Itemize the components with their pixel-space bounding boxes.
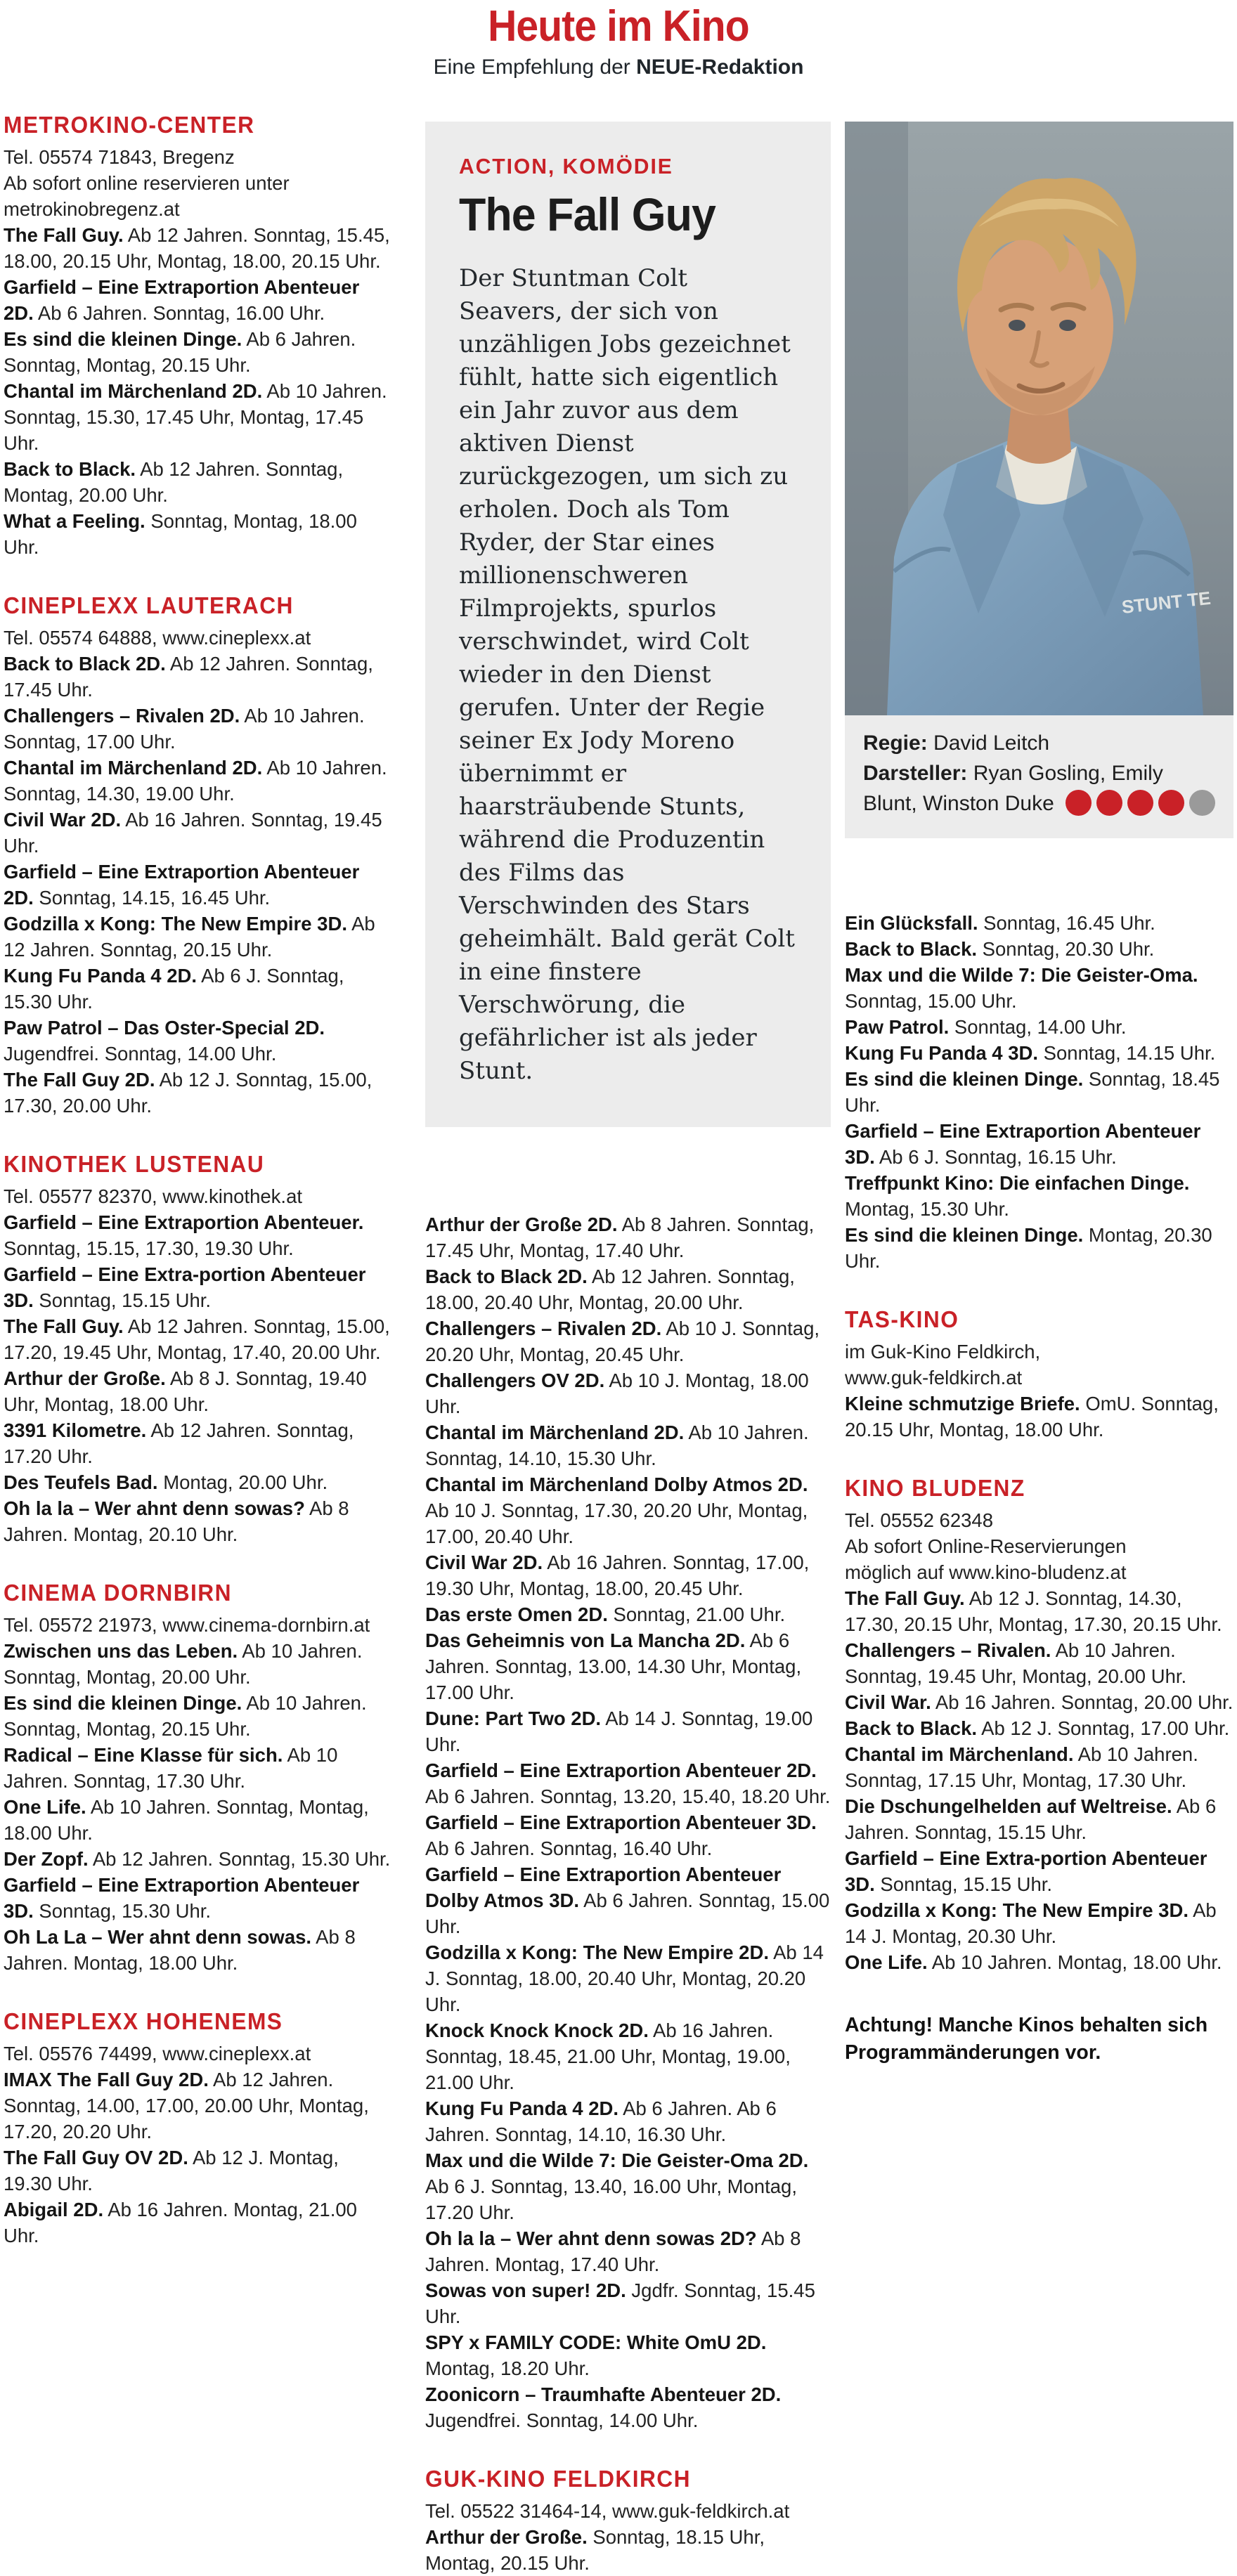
- film-showtimes: Sonntag, 14.15, 16.45 Uhr.: [33, 887, 271, 909]
- film-entry: [425, 1809, 831, 1861]
- venue-name: KINOTHEK LUSTENAU: [4, 1151, 265, 1177]
- film-showtimes: Ab 16 Jahren. Montag, 21.00 Uhr.: [4, 2199, 357, 2246]
- film-title: Oh la la – Wer ahnt denn sowas?: [4, 1497, 305, 1519]
- film-showtimes: Ab 10 Jahren. Montag, 18.00 Uhr.: [927, 1951, 1222, 1973]
- photo-caption-box: [845, 715, 1233, 838]
- venue-info-line: Tel. 05576 74499, www.cineplexx.at: [4, 2043, 311, 2064]
- middle-listings: [425, 1211, 831, 2576]
- film-title: The Fall Guy 2D.: [4, 1069, 155, 1091]
- film-entry: [4, 963, 391, 1015]
- film-showtimes: Ab 6 Jahren. Sonntag, 16.00 Uhr.: [33, 302, 325, 324]
- film-title: Back to Black 2D.: [425, 1266, 588, 1287]
- film-title: Zoonicorn – Traumhafte Abenteuer 2D.: [425, 2383, 782, 2405]
- film-entry: [4, 326, 391, 378]
- venue-name: CINEPLEXX LAUTERACH: [4, 592, 294, 618]
- film-entry: [845, 1170, 1233, 1222]
- film-title: Kung Fu Panda 4 2D.: [4, 965, 197, 987]
- film-entry: [425, 2225, 831, 2277]
- film-showtimes: Sonntag, 20.30 Uhr.: [977, 938, 1155, 960]
- film-title: Chantal im Märchenland Dolby Atmos 2D.: [425, 1474, 808, 1495]
- venue-info-line: Tel. 05574 64888, www.cineplexx.at: [4, 627, 311, 649]
- film-showtimes: Ab 10 Jahren. Sonntag, 19.45 Uhr, Montag, 20.00 Uhr.: [845, 1639, 1187, 1687]
- film-showtimes: Sonntag, 18.45 Uhr.: [845, 1068, 1220, 1116]
- film-title: Chantal im Märchenland 2D.: [4, 380, 263, 402]
- film-title: Sowas von super! 2D.: [425, 2279, 626, 2301]
- column-middle: [425, 98, 831, 2576]
- film-showtimes: Ab 10 Jahren. Sonntag, 17.00 Uhr.: [4, 705, 365, 753]
- film-entry: [425, 1315, 831, 1367]
- film-entry: [4, 2145, 391, 2197]
- film-entry: [4, 1313, 391, 1365]
- film-title: Back to Black.: [845, 938, 978, 960]
- film-entry: [845, 1793, 1233, 1845]
- film-entry: [425, 2147, 831, 2225]
- film-entry: [4, 222, 391, 274]
- film-entry: [4, 1924, 391, 1976]
- film-title: Godzilla x Kong: The New Empire 3D.: [845, 1899, 1189, 1921]
- film-title: One Life.: [845, 1951, 928, 1973]
- film-entry: [4, 755, 391, 807]
- film-title: Challengers – Rivalen 2D.: [4, 705, 240, 727]
- page-subtitle: [0, 56, 1237, 79]
- film-entry: [845, 1897, 1233, 1949]
- venue-section: [4, 112, 391, 560]
- film-title: Garfield – Eine Extra-portion Abenteuer 3D.: [4, 1263, 366, 1311]
- film-entry: [4, 1365, 391, 1417]
- venue-name: CINEMA DORNBIRN: [4, 1580, 232, 1606]
- eye-right: [1059, 320, 1076, 331]
- film-title: Arthur der Große 2D.: [425, 1214, 618, 1235]
- movie-still-photo: [845, 122, 1233, 715]
- film-title: Die Dschungelhelden auf Weltreise.: [845, 1795, 1172, 1817]
- eye-left: [1009, 320, 1025, 331]
- venue-info-line: Ab sofort Online-Reservierungen: [845, 1535, 1127, 1557]
- film-showtimes: Sonntag, 15.30 Uhr.: [33, 1900, 212, 1922]
- film-showtimes: Ab 6 Jahren. Sonntag, 13.00, 14.30 Uhr, Montag, 17.00 Uhr.: [425, 1629, 802, 1703]
- film-entry: [4, 703, 391, 755]
- film-showtimes: Sonntag, 16.45 Uhr.: [978, 912, 1155, 934]
- film-showtimes: Ab 12 Jahren. Sonntag, 20.15 Uhr.: [4, 913, 375, 961]
- film-entry: [4, 2067, 391, 2145]
- film-entry: [425, 1211, 831, 1263]
- film-entry: [845, 1715, 1233, 1741]
- film-showtimes: Sonntag, 15.15 Uhr.: [33, 1289, 212, 1311]
- film-showtimes: Jgdfr. Sonntag, 15.45 Uhr.: [425, 2279, 815, 2327]
- film-title: The Fall Guy OV 2D.: [4, 2147, 188, 2168]
- film-entry: [845, 1689, 1233, 1715]
- film-showtimes: Ab 8 Jahren. Montag, 18.00 Uhr.: [4, 1926, 356, 1974]
- film-entry: [425, 2277, 831, 2329]
- film-title: Back to Black.: [4, 458, 136, 480]
- film-entry: [845, 1040, 1233, 1066]
- film-showtimes: Ab 8 Jahren. Montag, 20.10 Uhr.: [4, 1497, 349, 1545]
- film-title: Challengers OV 2D.: [425, 1370, 605, 1391]
- film-showtimes: Ab 12 Jahren. Sonntag, 17.45 Uhr.: [4, 653, 373, 701]
- film-showtimes: Ab 12 J. Sonntag, 15.00, 17.30, 20.00 Uhr.: [4, 1069, 373, 1117]
- film-entry: [845, 1949, 1233, 1975]
- film-showtimes: Ab 10 Jahren. Sonntag, Montag, 20.00 Uhr.: [4, 1640, 363, 1688]
- film-title: Godzilla x Kong: The New Empire 2D.: [425, 1941, 769, 1963]
- film-showtimes: Sonntag, 21.00 Uhr.: [607, 1604, 786, 1625]
- film-showtimes: Ab 6 J. Sonntag, 13.40, 16.00 Uhr, Montag, 17.20 Uhr.: [425, 2175, 797, 2223]
- film-entry: [4, 1742, 391, 1794]
- film-title: Garfield – Eine Extraportion Abenteuer.: [4, 1211, 364, 1233]
- film-entry: [4, 1690, 391, 1742]
- venue-info-line: Ab sofort online reservieren unter: [4, 172, 290, 194]
- film-entry: [4, 378, 391, 456]
- film-entry: [845, 1845, 1233, 1897]
- film-title: Oh La La – Wer ahnt denn sowas.: [4, 1926, 312, 1948]
- film-entry: [4, 651, 391, 703]
- film-showtimes: Sonntag, 15.00 Uhr.: [845, 990, 1017, 1012]
- film-title: Challengers – Rivalen.: [845, 1639, 1051, 1661]
- film-title: Paw Patrol.: [845, 1016, 950, 1038]
- film-showtimes: Ab 12 J. Sonntag, 14.30, 17.30, 20.15 Uhr, Montag, 17.30, 20.15 Uhr.: [845, 1587, 1222, 1635]
- rating-dot-empty: [1189, 790, 1215, 816]
- film-title: Godzilla x Kong: The New Empire 3D.: [4, 913, 347, 935]
- film-title: Radical – Eine Klasse für sich.: [4, 1744, 283, 1766]
- film-title: Chantal im Märchenland.: [845, 1743, 1074, 1765]
- venue-section: [845, 1475, 1233, 1975]
- film-title: Es sind die kleinen Dinge.: [4, 328, 242, 350]
- film-entry: [425, 2329, 831, 2381]
- film-title: Es sind die kleinen Dinge.: [4, 1692, 242, 1714]
- film-entry: [4, 1638, 391, 1690]
- film-entry: [425, 1601, 831, 1627]
- right-listings: [845, 910, 1233, 1975]
- film-title: Des Teufels Bad.: [4, 1471, 158, 1493]
- venue-info-line: Tel. 05572 21973, www.cinema-dornbirn.at: [4, 1614, 370, 1636]
- film-entry: [425, 2524, 831, 2576]
- column-right: [845, 98, 1233, 2576]
- film-entry: [845, 1118, 1233, 1170]
- jacket-text: STUNT TE: [1120, 587, 1212, 618]
- film-showtimes: Ab 8 J. Sonntag, 19.40 Uhr, Montag, 18.00 Uhr.: [4, 1367, 367, 1415]
- rating-dot-filled: [1066, 790, 1092, 816]
- credit-regie-value: David Leitch: [927, 731, 1050, 755]
- movie-still-illustration: [845, 122, 1233, 715]
- film-entry: [425, 2381, 831, 2433]
- film-entry: [425, 1861, 831, 1939]
- program-change-notice: Achtung! Manche Kinos behalten sich Programmänderungen vor.: [845, 2014, 1208, 2064]
- film-title: Max und die Wilde 7: Die Geister-Oma 2D.: [425, 2149, 809, 2171]
- film-showtimes: Ab 10 J. Montag, 18.00 Uhr.: [425, 1370, 809, 1417]
- film-entry: [845, 936, 1233, 962]
- review-title: The Fall Guy: [459, 188, 715, 240]
- film-title: Paw Patrol – Das Oster-Special 2D.: [4, 1017, 325, 1039]
- film-title: Oh la la – Wer ahnt denn sowas 2D?: [425, 2227, 757, 2249]
- credit-regie: [863, 728, 1215, 758]
- column-left: [4, 98, 391, 2576]
- film-showtimes: Ab 10 Jahren. Sonntag, Montag, 18.00 Uhr.: [4, 1796, 369, 1844]
- subtitle-prefix: Eine Empfehlung der: [433, 56, 637, 79]
- film-title: Back to Black.: [845, 1717, 978, 1739]
- film-entry: [845, 1014, 1233, 1040]
- credit-cast-label: Darsteller:: [863, 762, 968, 785]
- film-entry: [4, 274, 391, 326]
- film-entry: [4, 1209, 391, 1261]
- film-entry: [425, 1627, 831, 1705]
- credit-regie-label: Regie:: [863, 731, 928, 755]
- film-showtimes: Montag, 20.00 Uhr.: [157, 1471, 328, 1493]
- film-title: Max und die Wilde 7: Die Geister-Oma.: [845, 964, 1198, 986]
- film-entry: [4, 508, 391, 560]
- film-title: Back to Black 2D.: [4, 653, 166, 675]
- film-title: Arthur der Große.: [425, 2526, 588, 2548]
- film-title: Challengers – Rivalen 2D.: [425, 1318, 662, 1339]
- film-showtimes: Ab 14 J. Sonntag, 18.00, 20.40 Uhr, Montag, 20.20 Uhr.: [425, 1941, 824, 2015]
- venue-section: [4, 1580, 391, 1976]
- film-title: One Life.: [4, 1796, 86, 1818]
- film-title: 3391 Kilometre.: [4, 1419, 147, 1441]
- film-entry: [425, 1419, 831, 1471]
- credit-cast-value: Ryan Gosling, Emily Blunt, Winston Duke: [863, 762, 1163, 815]
- venue-name: CINEPLEXX HOHENEMS: [4, 2008, 283, 2034]
- film-entry: [4, 1495, 391, 1547]
- film-showtimes: Ab 6 J. Sonntag, 15.30 Uhr.: [4, 965, 344, 1013]
- venue-info-line: Tel. 05577 82370, www.kinothek.at: [4, 1185, 303, 1207]
- film-entry: [425, 1367, 831, 1419]
- venue-section: [845, 910, 1233, 1274]
- rating-dot-filled: [1096, 790, 1122, 816]
- film-showtimes: Ab 10 Jahren. Sonntag, Montag, 20.15 Uhr.: [4, 1692, 367, 1740]
- rating-dot-filled: [1127, 790, 1153, 816]
- review-genre: ACTION, KOMÖDIE: [459, 154, 673, 178]
- venue-name: GUK-KINO FELDKIRCH: [425, 2466, 691, 2492]
- film-entry: [4, 859, 391, 911]
- film-entry: [425, 1757, 831, 1809]
- venue-section: [4, 1151, 391, 1547]
- film-entry: [4, 1794, 391, 1846]
- film-showtimes: Sonntag, 14.00 Uhr.: [949, 1016, 1127, 1038]
- film-entry: [845, 1585, 1233, 1637]
- film-showtimes: Ab 12 J. Montag, 19.30 Uhr.: [4, 2147, 339, 2194]
- film-title: SPY x FAMILY CODE: White OmU 2D.: [425, 2331, 767, 2353]
- page-title: Heute im Kino: [488, 2, 749, 51]
- rating-dot-filled: [1158, 790, 1184, 816]
- film-entry: [4, 1067, 391, 1119]
- film-showtimes: Ab 10 J. Sonntag, 20.20 Uhr, Montag, 20.45 Uhr.: [425, 1318, 820, 1365]
- film-entry: [4, 911, 391, 963]
- film-showtimes: Ab 6 J. Sonntag, 16.15 Uhr.: [874, 1146, 1117, 1168]
- film-showtimes: Ab 6 Jahren. Sonntag, Montag, 20.15 Uhr.: [4, 328, 356, 376]
- film-entry: [4, 1261, 391, 1313]
- venue-name: METROKINO-CENTER: [4, 112, 255, 138]
- listings-layout: [0, 98, 1237, 2576]
- film-showtimes: Montag, 20.30 Uhr.: [845, 1224, 1212, 1272]
- film-showtimes: Ab 10 Jahren. Sonntag, 17.15 Uhr, Montag, 17.30 Uhr.: [845, 1743, 1198, 1791]
- film-title: Garfield – Eine Extraportion Abenteuer 2D.: [4, 861, 360, 909]
- review-box: [425, 122, 831, 1127]
- film-title: The Fall Guy.: [4, 224, 124, 246]
- film-showtimes: Ab 12 Jahren. Sonntag, 17.20 Uhr.: [4, 1419, 354, 1467]
- film-title: Garfield – Eine Extraportion Abenteuer 2D.: [425, 1759, 817, 1781]
- film-title: What a Feeling.: [4, 510, 145, 532]
- film-entry: [425, 1549, 831, 1601]
- film-entry: [4, 1015, 391, 1067]
- film-entry: [845, 1391, 1233, 1443]
- film-showtimes: Ab 10 Jahren. Sonntag, 14.10, 15.30 Uhr.: [425, 1422, 809, 1469]
- film-showtimes: Ab 12 Jahren. Sonntag, 18.00, 20.40 Uhr, Montag, 20.00 Uhr.: [425, 1266, 795, 1313]
- venue-info-line: www.guk-feldkirch.at: [845, 1367, 1023, 1388]
- venue-info-line: Tel. 05574 71843, Bregenz: [4, 146, 235, 168]
- film-title: Zwischen uns das Leben.: [4, 1640, 238, 1662]
- film-title: The Fall Guy.: [4, 1315, 124, 1337]
- film-showtimes: Sonntag, 15.15 Uhr.: [874, 1873, 1053, 1895]
- film-entry: [845, 1222, 1233, 1274]
- film-title: Kung Fu Panda 4 3D.: [845, 1042, 1039, 1064]
- film-showtimes: Ab 10 Jahren. Sonntag, 17.30 Uhr.: [4, 1744, 338, 1792]
- film-title: Treffpunkt Kino: Die einfachen Dinge.: [845, 1172, 1190, 1194]
- film-entry: [4, 1417, 391, 1469]
- venue-info-line: Tel. 05552 62348: [845, 1509, 994, 1531]
- venue-info-line: metrokinobregenz.at: [4, 198, 180, 220]
- film-showtimes: Ab 12 Jahren. Sonntag, 15.00, 17.20, 19.45 Uhr, Montag, 17.40, 20.00 Uhr.: [4, 1315, 390, 1363]
- venue-section: [4, 592, 391, 1119]
- film-showtimes: Ab 6 Jahren. Sonntag, 15.00 Uhr.: [425, 1889, 830, 1937]
- film-title: Chantal im Märchenland 2D.: [4, 757, 263, 779]
- film-title: Civil War 2D.: [425, 1552, 543, 1573]
- film-showtimes: Ab 12 J. Sonntag, 17.00 Uhr.: [977, 1717, 1230, 1739]
- film-showtimes: Sonntag, Montag, 18.00 Uhr.: [4, 510, 357, 558]
- film-entry: [845, 1637, 1233, 1689]
- film-title: Garfield – Eine Extraportion Abenteuer 3D.: [425, 1811, 817, 1833]
- film-title: IMAX The Fall Guy 2D.: [4, 2069, 209, 2090]
- film-title: Chantal im Märchenland 2D.: [425, 1422, 685, 1443]
- film-title: Kung Fu Panda 4 2D.: [425, 2097, 619, 2119]
- film-title: Kleine schmutzige Briefe.: [845, 1393, 1080, 1414]
- film-title: Garfield – Eine Extraportion Abenteuer 3D.: [845, 1120, 1201, 1168]
- film-showtimes: Sonntag, 15.15, 17.30, 19.30 Uhr.: [4, 1237, 294, 1259]
- film-showtimes: Ab 12 Jahren. Sonntag, Montag, 20.00 Uhr.: [4, 458, 344, 506]
- film-entry: [845, 962, 1233, 1014]
- film-showtimes: Ab 8 Jahren. Montag, 17.40 Uhr.: [425, 2227, 801, 2275]
- film-entry: [845, 1741, 1233, 1793]
- film-entry: [4, 1872, 391, 1924]
- film-showtimes: Sonntag, 14.15 Uhr.: [1038, 1042, 1216, 1064]
- review-body: Der Stuntman Colt Seavers, der sich von unzähligen Jobs gezeichnet fühlt, hatte sich eigentlich ein Jahr zuvor aus dem aktiven Dienst zurückgezogen, um sich zu erholen. Doch als Tom Ryder, der Star eines millionenschweren Filmprojekts, spurlos verschwindet, wird Colt wieder in den Dienst gerufen. Unter der Regie seiner Ex Jody Moreno übernimmt er haarsträubende Stunts, während die Produzentin des Films das Verschwinden des Stars geheimhält. Bald gerät Colt in eine finstere Verschwörung, die gefährlicher ist als jeder Stunt.: [459, 264, 795, 1085]
- film-showtimes: Montag, 18.20 Uhr.: [425, 2357, 590, 2379]
- film-title: Knock Knock Knock 2D.: [425, 2019, 649, 2041]
- venue-section: [845, 1306, 1233, 1443]
- venue-section: [425, 2466, 831, 2576]
- venue-name: TAS-KINO: [845, 1306, 959, 1332]
- film-title: Der Zopf.: [4, 1848, 89, 1870]
- film-showtimes: Jugendfrei. Sonntag, 14.00 Uhr.: [4, 1043, 277, 1065]
- film-entry: [425, 1939, 831, 2017]
- film-title: Civil War 2D.: [4, 809, 122, 831]
- film-title: Es sind die kleinen Dinge.: [845, 1068, 1084, 1090]
- film-showtimes: Ab 8 Jahren. Sonntag, 17.45 Uhr, Montag, 17.40 Uhr.: [425, 1214, 815, 1261]
- film-showtimes: Ab 6 Jahren. Sonntag, 15.15 Uhr.: [845, 1795, 1217, 1843]
- film-showtimes: Ab 16 Jahren. Sonntag, 20.00 Uhr.: [931, 1691, 1233, 1713]
- rating-dots: [1066, 790, 1215, 816]
- film-title: Das Geheimnis von La Mancha 2D.: [425, 1629, 746, 1651]
- film-title: Garfield – Eine Extraportion Abenteuer 3D.: [4, 1874, 360, 1922]
- film-title: Abigail 2D.: [4, 2199, 104, 2220]
- film-entry: [4, 1469, 391, 1495]
- film-showtimes: Ab 14 J. Montag, 20.30 Uhr.: [845, 1899, 1217, 1947]
- film-showtimes: Ab 10 J. Sonntag, 17.30, 20.20 Uhr, Montag, 17.00, 20.40 Uhr.: [425, 1500, 808, 1547]
- venue-section: [4, 2008, 391, 2249]
- film-showtimes: Montag, 15.30 Uhr.: [845, 1198, 1009, 1220]
- film-entry: [425, 1705, 831, 1757]
- film-showtimes: Ab 6 Jahren. Ab 6 Jahren. Sonntag, 14.10, 16.30 Uhr.: [425, 2097, 777, 2145]
- film-showtimes: Ab 16 Jahren. Sonntag, 18.45, 21.00 Uhr, Montag, 19.00, 21.00 Uhr.: [425, 2019, 791, 2093]
- venue-section: [425, 1211, 831, 2433]
- venue-info-line: im Guk-Kino Feldkirch,: [845, 1341, 1041, 1362]
- film-showtimes: OmU. Sonntag, 20.15 Uhr, Montag, 18.00 Uhr.: [845, 1393, 1219, 1440]
- film-showtimes: Ab 10 Jahren. Sonntag, 14.30, 19.00 Uhr.: [4, 757, 387, 805]
- film-title: Civil War.: [845, 1691, 931, 1713]
- film-entry: [845, 1066, 1233, 1118]
- film-showtimes: Sonntag, 18.15 Uhr, Montag, 20.15 Uhr.: [425, 2526, 765, 2574]
- film-showtimes: Ab 12 Jahren. Sonntag, 15.45, 18.00, 20.15 Uhr, Montag, 18.00, 20.15 Uhr.: [4, 224, 390, 272]
- film-title: Garfield – Eine Extraportion Abenteuer Dolby Atmos 3D.: [425, 1863, 782, 1911]
- film-entry: [4, 2197, 391, 2249]
- film-entry: [425, 1471, 831, 1549]
- film-showtimes: Ab 6 Jahren. Sonntag, 16.40 Uhr.: [425, 1837, 713, 1859]
- film-showtimes: Ab 12 Jahren. Sonntag, 15.30 Uhr.: [88, 1848, 391, 1870]
- film-title: Es sind die kleinen Dinge.: [845, 1224, 1084, 1246]
- film-title: Garfield – Eine Extra-portion Abenteuer 3D.: [845, 1847, 1207, 1895]
- film-entry: [425, 2095, 831, 2147]
- film-showtimes: Ab 16 Jahren. Sonntag, 17.00, 19.30 Uhr, Montag, 18.00, 20.45 Uhr.: [425, 1552, 810, 1599]
- film-showtimes: Ab 10 Jahren. Sonntag, 15.30, 17.45 Uhr, Montag, 17.45 Uhr.: [4, 380, 387, 454]
- film-title: The Fall Guy.: [845, 1587, 965, 1609]
- film-entry: [4, 1846, 391, 1872]
- subtitle-brand: NEUE-Redaktion: [636, 56, 804, 79]
- venue-info-line: möglich auf www.kino-bludenz.at: [845, 1561, 1127, 1583]
- film-entry: [425, 2017, 831, 2095]
- page-header: [0, 0, 1237, 79]
- film-entry: [4, 807, 391, 859]
- film-showtimes: Ab 14 J. Sonntag, 19.00 Uhr.: [425, 1707, 813, 1755]
- venue-name: KINO BLUDENZ: [845, 1475, 1025, 1501]
- film-showtimes: Jugendfrei. Sonntag, 14.00 Uhr.: [425, 2409, 699, 2431]
- film-showtimes: Ab 12 Jahren. Sonntag, 14.00, 17.00, 20.00 Uhr, Montag, 17.20, 20.20 Uhr.: [4, 2069, 369, 2142]
- film-title: Das erste Omen 2D.: [425, 1604, 608, 1625]
- film-entry: [425, 1263, 831, 1315]
- film-showtimes: Ab 6 Jahren. Sonntag, 13.20, 15.40, 18.20 Uhr.: [425, 1785, 831, 1807]
- film-showtimes: Ab 16 Jahren. Sonntag, 19.45 Uhr.: [4, 809, 382, 857]
- film-entry: [845, 910, 1233, 936]
- film-entry: [4, 456, 391, 508]
- film-title: Dune: Part Two 2D.: [425, 1707, 602, 1729]
- venue-info-line: Tel. 05522 31464-14, www.guk-feldkirch.at: [425, 2500, 790, 2522]
- film-title: Garfield – Eine Extraportion Abenteuer 2D.: [4, 276, 360, 324]
- film-title: Arthur der Große.: [4, 1367, 166, 1389]
- film-title: Ein Glücksfall.: [845, 912, 978, 934]
